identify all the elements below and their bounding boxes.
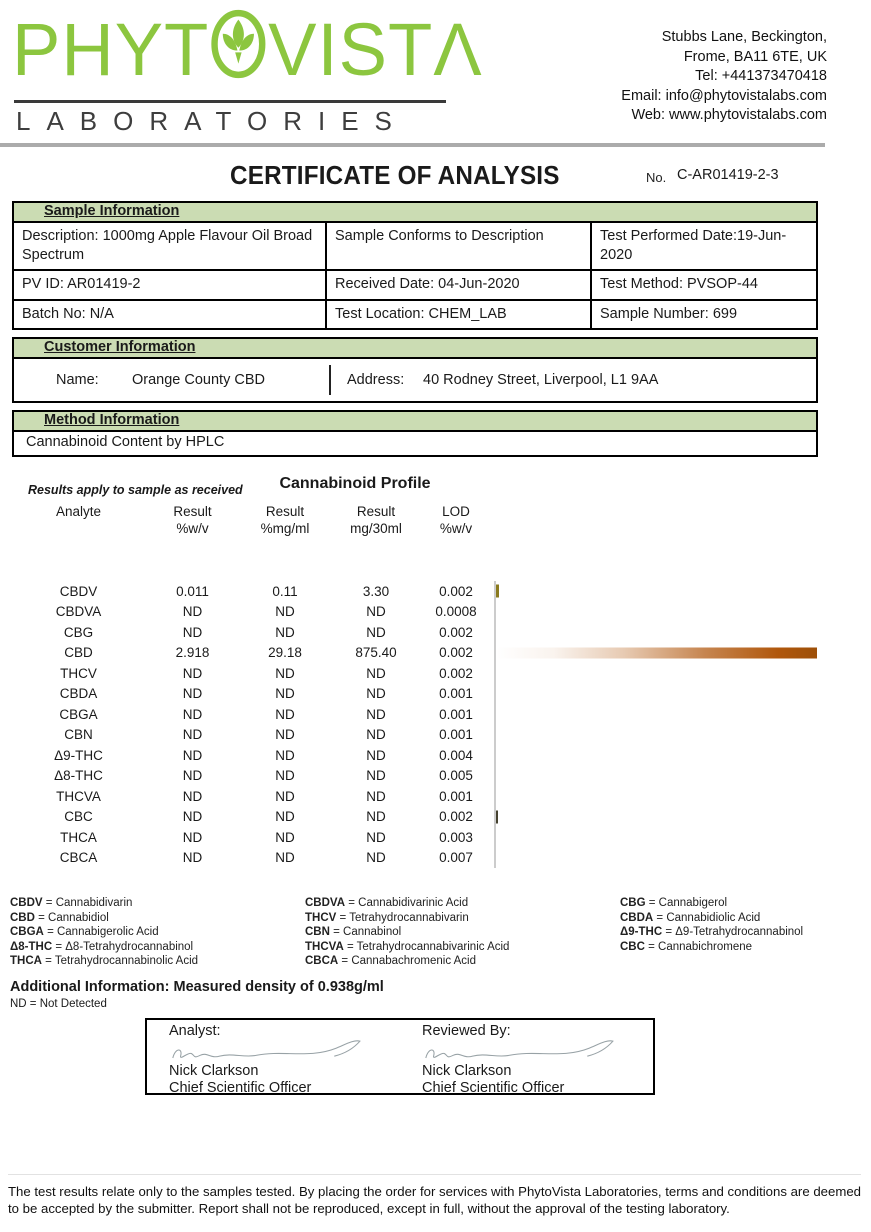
table-row bbox=[12, 704, 871, 725]
table-row bbox=[12, 827, 871, 848]
contact-line: Stubbs Lane, Beckington, bbox=[661, 29, 827, 45]
analyte-cell: CBDV bbox=[59, 583, 98, 599]
column-header-lod bbox=[422, 503, 490, 537]
legend-entry: CBDV = Cannabidivarin bbox=[10, 897, 133, 909]
analyst-title: Chief Scientific Officer bbox=[169, 1079, 312, 1095]
title-row bbox=[0, 161, 871, 195]
result-wv-cell: ND bbox=[182, 665, 203, 681]
legend-abbr: THCVA bbox=[305, 940, 344, 953]
lod-cell: 0.007 bbox=[439, 850, 473, 866]
column-header-line: Result bbox=[265, 504, 305, 519]
logo-word-start: PHYT bbox=[12, 8, 210, 91]
legend-abbr: CBN bbox=[305, 926, 330, 938]
contact-line: Tel: +441373470418 bbox=[695, 68, 827, 84]
sample-information-heading: Sample Information bbox=[14, 203, 816, 223]
legend-entry: THCA = Tetrahydrocannabinolic Acid bbox=[10, 955, 199, 967]
result-bar bbox=[496, 647, 817, 658]
customer-address-label: Address: bbox=[347, 372, 405, 388]
result-mgml-cell: ND bbox=[275, 727, 295, 743]
analyte-cell: CBGA bbox=[59, 706, 98, 722]
result-wv-cell: ND bbox=[182, 747, 203, 763]
table-row bbox=[12, 807, 871, 828]
column-header-line: Result bbox=[356, 504, 396, 519]
analyte-cell: CBG bbox=[63, 624, 94, 640]
analyte-cell: Δ8-THC bbox=[54, 768, 103, 784]
table-row bbox=[12, 684, 871, 705]
bar-zone bbox=[494, 807, 824, 828]
lod-cell: 0.005 bbox=[439, 768, 473, 784]
column-header-line: Result bbox=[173, 504, 212, 519]
legend-abbr: CBD bbox=[10, 911, 35, 924]
legend-abbr: CBG bbox=[620, 897, 646, 909]
result-wv-cell: ND bbox=[182, 604, 203, 620]
lod-cell: 0.002 bbox=[439, 665, 473, 681]
result-mg30ml-cell: ND bbox=[366, 829, 386, 845]
company-logo bbox=[12, 8, 483, 137]
header-rule bbox=[0, 143, 825, 147]
certificate-no-label: No. bbox=[646, 170, 667, 185]
table-row bbox=[12, 643, 871, 664]
legend-entry: CBC = Cannabichromene bbox=[620, 940, 753, 953]
disclaimer-text: The test results relate only to the samples tested. By placing the order for services with PhytoVista Laboratories, terms and conditions are deemed to be accepted by the submitter. Report shall not be reproduced, except in full, without the approval of the testing laboratory. bbox=[8, 1174, 861, 1217]
column-header-line: mg/30ml bbox=[350, 521, 402, 536]
legend-entry: Δ9-THC = Δ9-Tetrahydrocannabinol bbox=[620, 926, 804, 938]
received-date-cell: Received Date: 04-Jun-2020 bbox=[327, 271, 592, 301]
customer-information-section bbox=[12, 337, 818, 403]
legend-abbr: CBGA bbox=[10, 926, 44, 938]
result-wv-cell: ND bbox=[182, 686, 203, 702]
reviewer-title: Chief Scientific Officer bbox=[422, 1079, 565, 1095]
test-method-cell: Test Method: PVSOP-44 bbox=[592, 271, 816, 301]
legend-abbr: Δ9-THC bbox=[620, 926, 663, 938]
customer-information-heading: Customer Information bbox=[14, 339, 816, 359]
sample-description-cell: Description: 1000mg Apple Flavour Oil Broad Spectrum bbox=[14, 223, 327, 271]
nd-note: ND = Not Detected bbox=[10, 997, 107, 1010]
legend-columns bbox=[10, 896, 871, 969]
result-mg30ml-cell: ND bbox=[366, 686, 386, 702]
lod-cell: 0.002 bbox=[439, 583, 473, 599]
analyte-cell: CBD bbox=[64, 645, 93, 661]
legend-abbr: THCV bbox=[305, 911, 337, 924]
result-mgml-cell: ND bbox=[275, 747, 295, 763]
legend-column bbox=[10, 896, 305, 969]
batch-no-cell: Batch No: N/A bbox=[14, 301, 327, 329]
column-header-line: Analyte bbox=[55, 504, 102, 519]
result-mg30ml-cell: ND bbox=[366, 665, 386, 681]
column-header-line: LOD bbox=[442, 504, 470, 519]
result-mgml-cell: ND bbox=[275, 829, 295, 845]
legend-entry: THCV = Tetrahydrocannabivarin bbox=[305, 911, 469, 924]
column-header-result-mg30ml bbox=[330, 503, 422, 537]
result-mg30ml-cell: ND bbox=[366, 809, 386, 825]
analyst-name: Nick Clarkson bbox=[169, 1062, 259, 1079]
page-header bbox=[0, 0, 871, 137]
contact-line: Frome, BA11 6TE, UK bbox=[683, 48, 827, 65]
additional-information-text: Additional Information: Measured density of 0.938g/ml bbox=[10, 978, 384, 995]
legend-abbr: Δ8-THC bbox=[10, 940, 53, 953]
result-mg30ml-cell: ND bbox=[366, 768, 386, 784]
result-mgml-cell: 0.11 bbox=[272, 583, 298, 599]
cannabinoid-profile-title: Cannabinoid Profile bbox=[279, 475, 431, 492]
legend-entry: CBCA = Cannabachromenic Acid bbox=[305, 955, 476, 967]
method-information-heading: Method Information bbox=[14, 412, 816, 432]
result-wv-cell: ND bbox=[182, 809, 203, 825]
result-wv-cell: ND bbox=[182, 768, 203, 784]
certificate-no-value: C-AR01419-2-3 bbox=[677, 167, 779, 183]
method-information-section bbox=[12, 410, 818, 457]
legend-entry: Δ8-THC = Δ8-Tetrahydrocannabinol bbox=[10, 940, 194, 953]
lod-cell: 0.002 bbox=[439, 645, 473, 661]
legend-entry: THCVA = Tetrahydrocannabivarinic Acid bbox=[305, 940, 510, 953]
customer-address-group bbox=[329, 365, 816, 395]
pv-id-cell: PV ID: AR01419-2 bbox=[14, 271, 327, 301]
result-mg30ml-cell: ND bbox=[366, 706, 386, 722]
test-performed-date-cell: Test Performed Date:19-Jun-2020 bbox=[592, 223, 816, 271]
result-mgml-cell: ND bbox=[275, 768, 295, 784]
method-value: Cannabinoid Content by HPLC bbox=[26, 434, 225, 450]
table-row bbox=[12, 622, 871, 643]
result-mg30ml-cell: 875.40 bbox=[355, 645, 397, 661]
contact-info bbox=[621, 8, 827, 126]
analyte-cell: Δ9-THC bbox=[54, 747, 103, 763]
signature-box bbox=[145, 1018, 655, 1095]
logo-subtitle: LABORATORIES bbox=[16, 106, 408, 136]
legend-abbr: CBCA bbox=[305, 955, 339, 967]
analyst-signature-block bbox=[147, 1020, 400, 1093]
lod-cell: 0.002 bbox=[439, 809, 473, 825]
result-mg30ml-cell: ND bbox=[366, 747, 386, 763]
legend-abbr: CBDV bbox=[10, 897, 43, 909]
column-header-result-mgml bbox=[240, 503, 330, 537]
bar-zone bbox=[494, 848, 824, 869]
table-row bbox=[12, 745, 871, 766]
result-wv-cell: ND bbox=[182, 706, 203, 722]
result-mgml-cell: ND bbox=[275, 604, 295, 620]
result-mg30ml-cell: ND bbox=[366, 624, 386, 640]
logo-word-end: VISTΛ bbox=[268, 8, 483, 91]
result-mg30ml-cell: ND bbox=[366, 604, 386, 620]
sample-information-section bbox=[12, 201, 818, 330]
results-note: Results apply to sample as received bbox=[28, 483, 243, 497]
result-wv-cell: 0.011 bbox=[176, 583, 209, 599]
logo-wordmark bbox=[12, 8, 483, 92]
table-row bbox=[12, 581, 871, 602]
result-wv-cell: ND bbox=[182, 829, 203, 845]
legend-abbr: THCA bbox=[10, 955, 42, 967]
result-wv-cell: ND bbox=[182, 850, 203, 866]
result-mgml-cell: ND bbox=[275, 788, 295, 804]
lod-cell: 0.001 bbox=[439, 706, 473, 722]
result-wv-cell: ND bbox=[182, 788, 203, 804]
lod-cell: 0.002 bbox=[439, 624, 473, 640]
result-mgml-cell: ND bbox=[275, 686, 295, 702]
legend-entry: CBG = Cannabigerol bbox=[620, 897, 728, 909]
analyte-cell: CBDA bbox=[59, 686, 98, 702]
lod-cell: 0.003 bbox=[439, 829, 473, 845]
table-row bbox=[12, 786, 871, 807]
table-row bbox=[12, 725, 871, 746]
test-location-cell: Test Location: CHEM_LAB bbox=[327, 301, 592, 329]
analyte-cell: CBC bbox=[64, 809, 93, 825]
additional-information bbox=[10, 979, 871, 1010]
analyte-cell: THCVA bbox=[56, 788, 101, 804]
bar-zone bbox=[494, 725, 824, 746]
result-wv-cell: ND bbox=[182, 624, 203, 640]
table-row bbox=[12, 848, 871, 869]
bar-zone bbox=[494, 704, 824, 725]
result-wv-cell: ND bbox=[182, 727, 203, 743]
result-mg30ml-cell: ND bbox=[366, 788, 386, 804]
page-title: CERTIFICATE OF ANALYSIS bbox=[230, 161, 560, 191]
analyte-cell: CBDVA bbox=[55, 604, 102, 620]
bar-zone bbox=[494, 622, 824, 643]
lod-cell: 0.004 bbox=[439, 747, 473, 763]
legend-entry: CBGA = Cannabigerolic Acid bbox=[10, 926, 159, 938]
table-row bbox=[12, 602, 871, 623]
bar-zone bbox=[494, 643, 824, 664]
legend-abbr: CBDVA bbox=[305, 897, 346, 909]
bar-zone bbox=[494, 827, 824, 848]
table-row bbox=[12, 766, 871, 787]
customer-address-value: 40 Rodney Street, Liverpool, L1 9AA bbox=[423, 372, 659, 388]
bar-zone bbox=[494, 684, 824, 705]
result-bar bbox=[496, 810, 498, 823]
bar-zone bbox=[494, 581, 824, 602]
bar-zone bbox=[494, 786, 824, 807]
contact-line: Email: info@phytovistalabs.com bbox=[621, 87, 827, 104]
reviewed-by-label: Reviewed By: bbox=[422, 1022, 511, 1039]
customer-name-label: Name: bbox=[56, 372, 99, 388]
result-mg30ml-cell: 3.30 bbox=[362, 583, 390, 599]
result-mgml-cell: ND bbox=[275, 706, 295, 722]
analyte-cell: CBN bbox=[64, 727, 93, 743]
sample-number-cell: Sample Number: 699 bbox=[600, 305, 738, 322]
lod-cell: 0.001 bbox=[439, 727, 473, 743]
sample-information-table bbox=[14, 223, 816, 328]
result-bar bbox=[496, 585, 499, 598]
analyte-cell: CBCA bbox=[59, 850, 98, 866]
result-mgml-cell: ND bbox=[275, 624, 295, 640]
bar-zone bbox=[494, 663, 824, 684]
result-mg30ml-cell: ND bbox=[366, 850, 386, 866]
result-mgml-cell: ND bbox=[275, 850, 295, 866]
customer-name-value: Orange County CBD bbox=[132, 372, 265, 388]
leaf-icon bbox=[210, 8, 267, 92]
legend-column bbox=[305, 896, 620, 969]
bar-zone bbox=[494, 766, 824, 787]
legend-entry: CBDVA = Cannabidivarinic Acid bbox=[305, 897, 469, 909]
result-mgml-cell: ND bbox=[275, 809, 295, 825]
contact-line: Web: www.phytovistalabs.com bbox=[631, 107, 827, 123]
result-mg30ml-cell: ND bbox=[366, 727, 386, 743]
column-header-line: %w/v bbox=[439, 521, 473, 536]
analyst-label: Analyst: bbox=[169, 1022, 221, 1039]
lod-cell: 0.0008 bbox=[435, 604, 477, 620]
lod-cell: 0.001 bbox=[439, 686, 473, 702]
result-wv-cell: 2.918 bbox=[175, 645, 210, 661]
legend-entry: CBN = Cannabinol bbox=[305, 926, 402, 938]
lod-cell: 0.001 bbox=[439, 788, 473, 804]
legend-column bbox=[620, 896, 803, 969]
legend-abbr: CBC bbox=[620, 940, 645, 953]
legend-entry: CBDA = Cannabidiolic Acid bbox=[620, 911, 761, 924]
cannabinoid-profile bbox=[0, 475, 871, 868]
column-header-result-wv bbox=[145, 503, 240, 537]
column-header-analyte bbox=[12, 503, 145, 537]
cannabinoid-rows bbox=[12, 581, 871, 868]
result-mgml-cell: ND bbox=[275, 665, 295, 681]
legend-abbr: CBDA bbox=[620, 911, 654, 924]
customer-row bbox=[14, 359, 816, 401]
legend-entry: CBD = Cannabidiol bbox=[10, 911, 109, 924]
column-header-line: %mg/ml bbox=[260, 521, 310, 536]
reviewer-signature-block bbox=[400, 1020, 653, 1093]
reviewer-name: Nick Clarkson bbox=[422, 1062, 512, 1079]
column-header-line: %w/v bbox=[176, 521, 209, 536]
analyte-cell: THCV bbox=[60, 665, 97, 681]
logo-divider bbox=[14, 100, 446, 103]
table-row bbox=[12, 663, 871, 684]
analyte-cell: THCA bbox=[60, 829, 97, 845]
result-mgml-cell: 29.18 bbox=[268, 645, 302, 661]
customer-name-group bbox=[14, 372, 329, 388]
sample-conforms-cell: Sample Conforms to Description bbox=[327, 223, 592, 271]
bar-zone bbox=[494, 602, 824, 623]
bar-zone bbox=[494, 745, 824, 766]
